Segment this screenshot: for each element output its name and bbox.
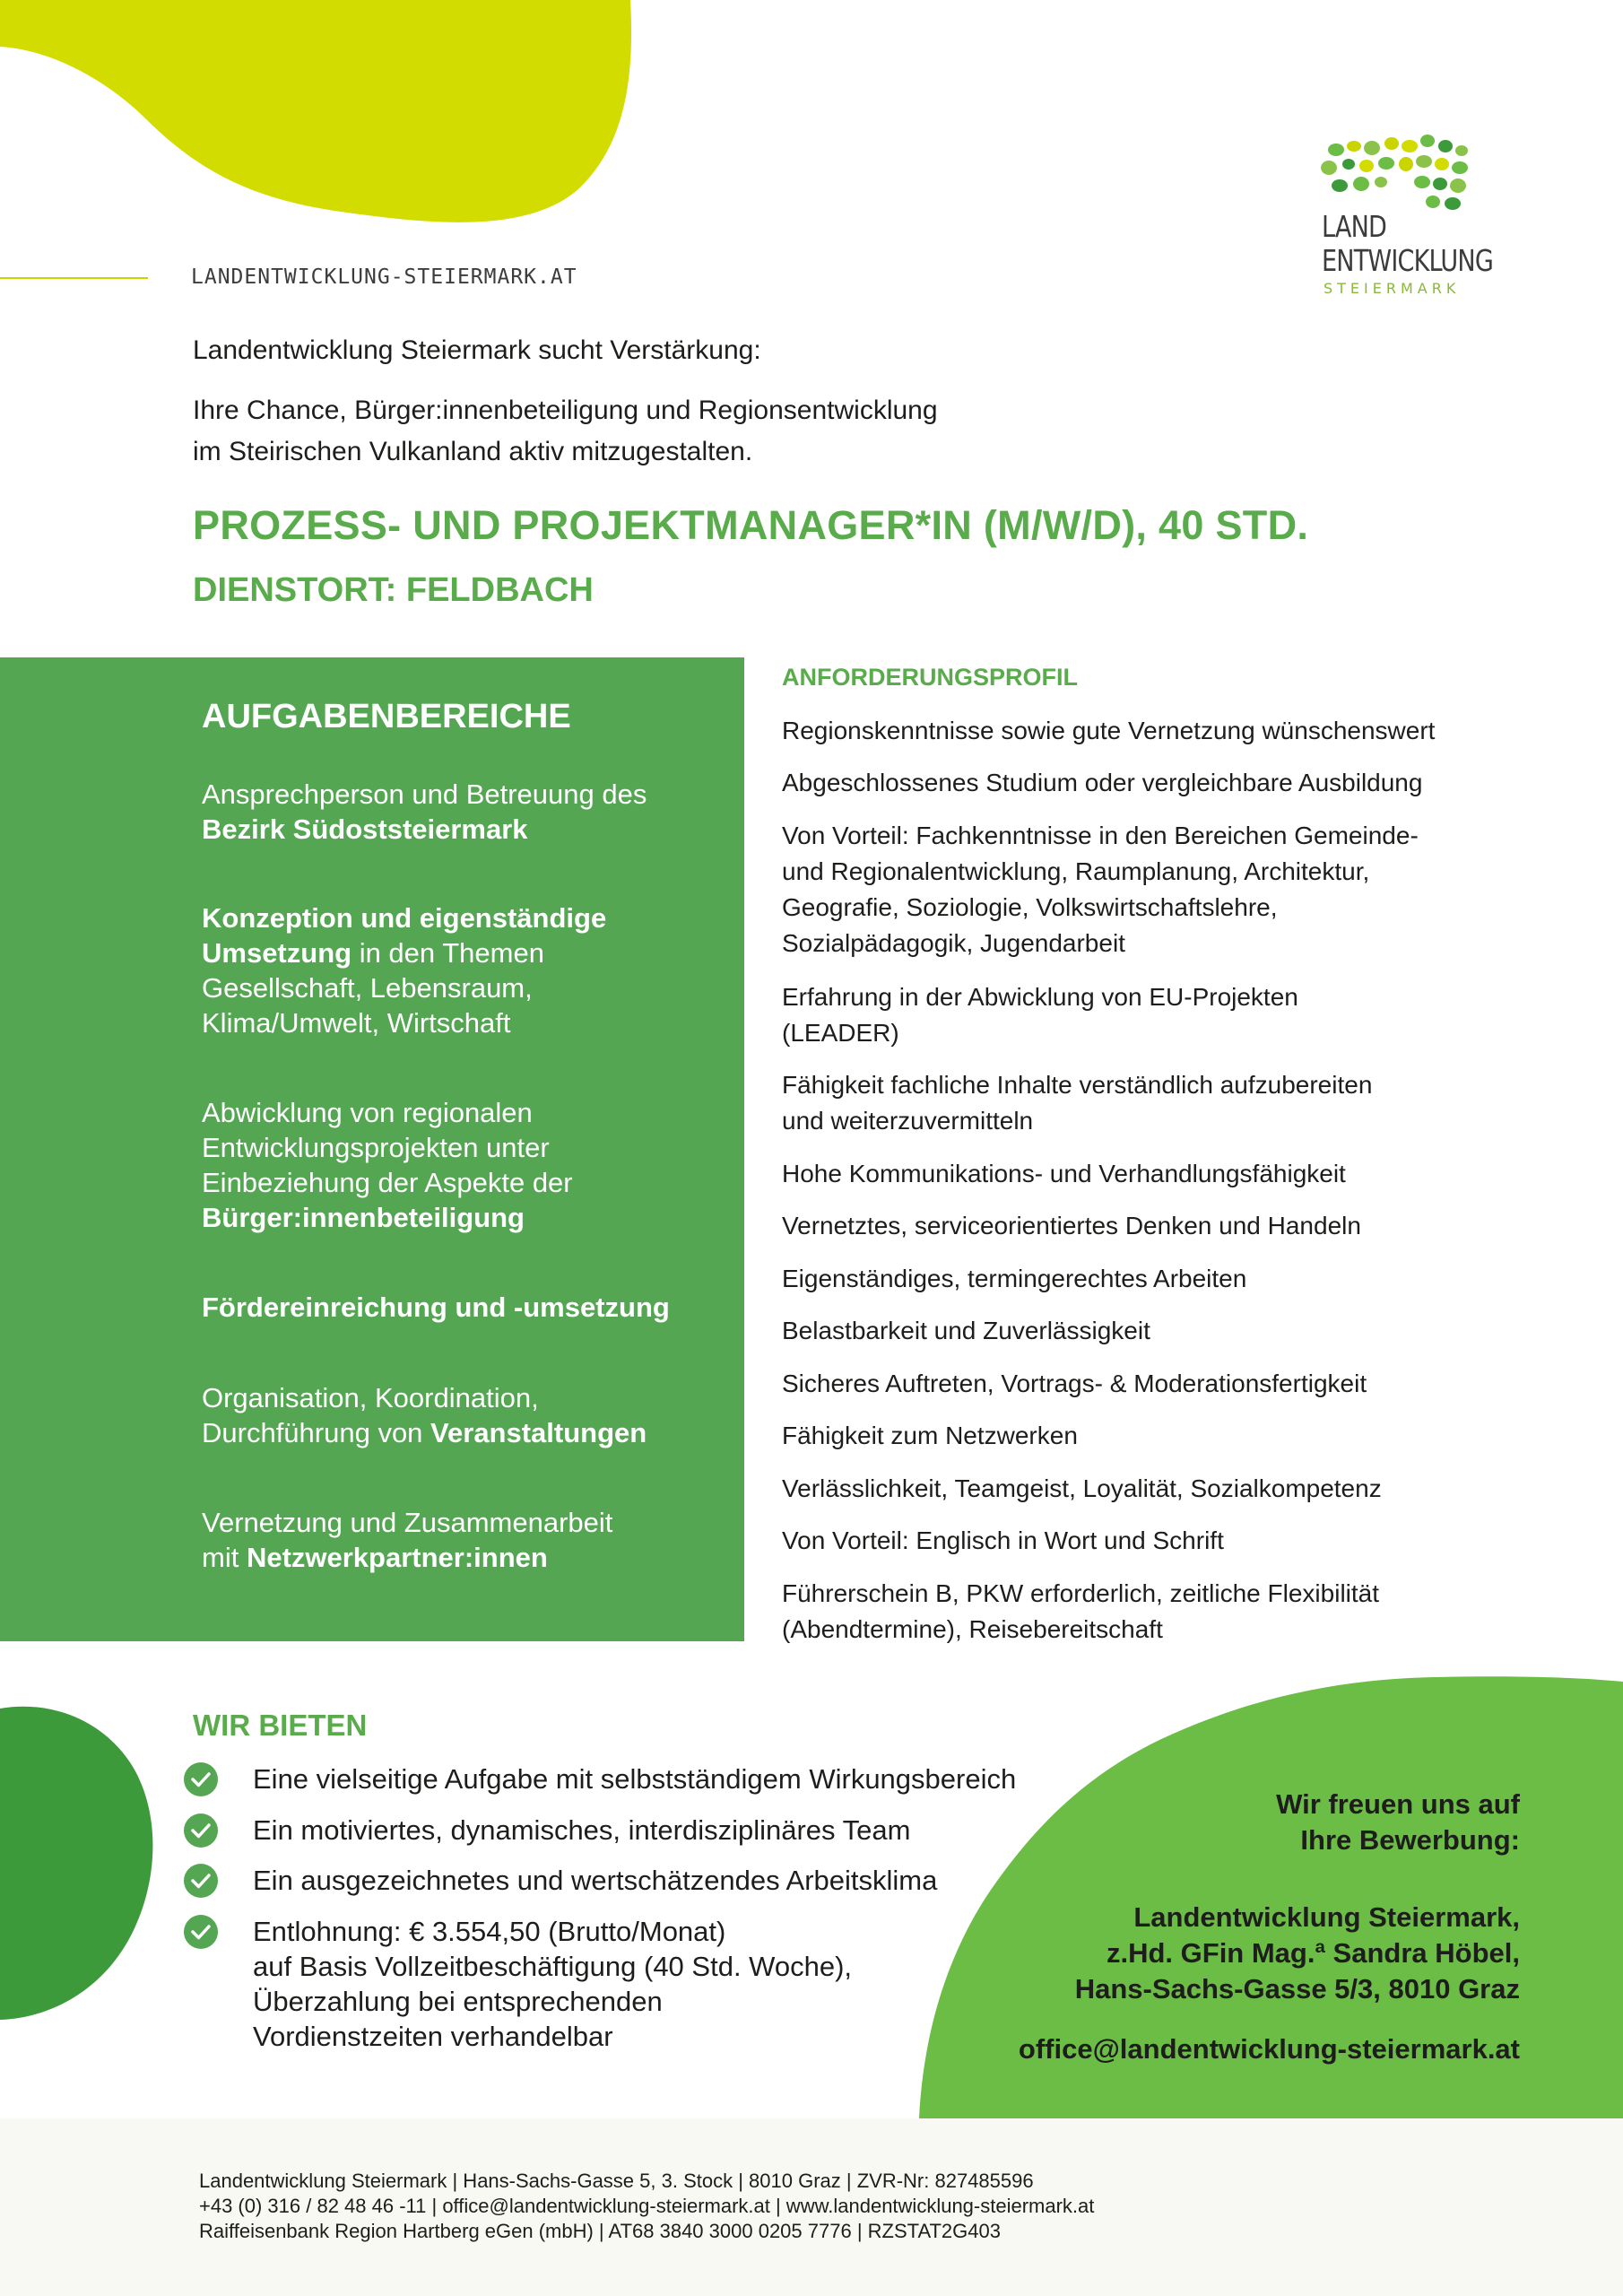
offer-item: Ein ausgezeichnetes und wertschätzendes Arbeitsklima: [253, 1865, 938, 1896]
contact-address: [1075, 1900, 1520, 2007]
task-text-bold: Konzeption und eigenständige: [202, 902, 607, 934]
task-text: Durchführung von: [202, 1417, 431, 1448]
requirement-line: (LEADER): [782, 1019, 899, 1047]
requirement-item: [782, 979, 1499, 1051]
offer-line: Entlohnung: € 3.554,50 (Brutto/Monat): [253, 1916, 726, 1947]
offer-item: Ein motiviertes, dynamisches, interdisziplinäres Team: [253, 1814, 911, 1846]
check-icon: [183, 1761, 219, 1797]
task-item: [202, 1290, 740, 1325]
task-text-bold: Veranstaltungen: [430, 1417, 647, 1448]
task-text-bold: Umsetzung: [202, 937, 352, 969]
requirement-item: Sicheres Auftreten, Vortrags- & Moderationsfertigkeit: [782, 1370, 1367, 1397]
intro-line-2: Ihre Chance, Bürger:innenbeteiligung und Regionsentwicklung: [193, 396, 938, 425]
contact-email-link[interactable]: office@landentwicklung-steiermark.at: [1018, 2033, 1520, 2065]
requirement-line: Von Vorteil: Fachkenntnisse in den Bereichen Gemeinde-: [782, 822, 1419, 849]
contact-line: Landentwicklung Steiermark,: [1133, 1901, 1520, 1933]
task-item: [202, 1505, 740, 1575]
logo-text-steiermark: STEIERMARK: [1324, 280, 1461, 297]
requirement-line: Geografie, Soziologie, Volkswirtschaftslehre,: [782, 893, 1278, 921]
task-text: Vernetzung und Zusammenarbeit: [202, 1507, 613, 1538]
offer-line: Überzahlung bei entsprechenden: [253, 1986, 663, 2017]
requirement-item: [782, 1067, 1499, 1139]
task-text: Ansprechperson und Betreuung des: [202, 778, 647, 810]
contact-line: Ihre Bewerbung:: [1300, 1824, 1520, 1856]
tasks-title: AUFGABENBEREICHE: [202, 698, 571, 735]
requirement-item: Verlässlichkeit, Teamgeist, Loyalität, Sozialkompetenz: [782, 1474, 1382, 1502]
logo-text-land: LAND: [1322, 209, 1387, 244]
check-icon: [183, 1863, 219, 1899]
task-text-bold: Netzwerkpartner:innen: [246, 1542, 548, 1573]
task-item: [202, 777, 740, 847]
task-text: Entwicklungsprojekten unter: [202, 1132, 550, 1163]
logo-dots-icon: [1309, 130, 1488, 220]
check-icon: [183, 1914, 219, 1950]
requirement-line: Führerschein B, PKW erforderlich, zeitliche Flexibilität: [782, 1579, 1380, 1607]
requirement-item: Hohe Kommunikations- und Verhandlungsfähigkeit: [782, 1160, 1346, 1187]
requirement-item: Belastbarkeit und Zuverlässigkeit: [782, 1317, 1150, 1344]
footer-line-address: Landentwicklung Steiermark | Hans-Sachs-Gasse 5, 3. Stock | 8010 Graz | ZVR-Nr: 827485596: [199, 2170, 1034, 2192]
footer-line-contact: +43 (0) 316 / 82 48 46 -11 | office@landentwicklung-steiermark.at | www.landentwicklung-steiermark.at: [199, 2195, 1095, 2217]
requirement-item: Fähigkeit zum Netzwerken: [782, 1422, 1078, 1449]
contact-line: Wir freuen uns auf: [1276, 1788, 1520, 1820]
task-text: Einbeziehung der Aspekte der: [202, 1167, 573, 1198]
task-text: mit: [202, 1542, 247, 1573]
task-text-bold: Bürger:innenbeteiligung: [202, 1202, 525, 1233]
requirement-line: Sozialpädagogik, Jugendarbeit: [782, 929, 1125, 957]
requirement-item: Eigenständiges, termingerechtes Arbeiten: [782, 1265, 1247, 1292]
requirement-line: Fähigkeit fachliche Inhalte verständlich aufzubereiten: [782, 1071, 1373, 1099]
requirement-item: Vernetztes, serviceorientiertes Denken und Handeln: [782, 1212, 1361, 1239]
intro-line-1: Landentwicklung Steiermark sucht Verstärkung:: [193, 335, 761, 365]
intro-line-3: im Steirischen Vulkanland aktiv mitzugestalten.: [193, 437, 753, 466]
contact-line: z.Hd. GFin Mag.ª Sandra Höbel,: [1106, 1937, 1520, 1969]
task-text: Klima/Umwelt, Wirtschaft: [202, 1007, 511, 1039]
job-location: DIENSTORT: FELDBACH: [193, 571, 594, 609]
requirement-item: Regionskenntnisse sowie gute Vernetzung wünschenswert: [782, 717, 1436, 744]
requirement-item: Von Vorteil: Englisch in Wort und Schrift: [782, 1526, 1224, 1554]
brand-logo: [1309, 130, 1493, 309]
contact-greeting: [1276, 1787, 1520, 1858]
offer-line: Vordienstzeiten verhandelbar: [253, 2021, 613, 2052]
header-rule: [0, 277, 148, 279]
offer-item: [253, 1914, 852, 2054]
requirement-line: Erfahrung in der Abwicklung von EU-Projekten: [782, 983, 1298, 1011]
requirement-item: [782, 1576, 1499, 1648]
offer-line: auf Basis Vollzeitbeschäftigung (40 Std. Woche),: [253, 1951, 853, 1982]
footer-line-bank: Raiffeisenbank Region Hartberg eGen (mbH) | AT68 3840 3000 0205 7776 | RZSTAT2G403: [199, 2220, 1001, 2242]
requirement-line: und Regionalentwicklung, Raumplanung, Architektur,: [782, 857, 1370, 885]
check-icon: [183, 1813, 219, 1848]
task-text: Abwicklung von regionalen: [202, 1097, 533, 1128]
job-title: PROZESS- UND PROJEKTMANAGER*IN (M/W/D), 40 STD.: [193, 502, 1309, 548]
offer-item: Eine vielseitige Aufgabe mit selbstständigem Wirkungsbereich: [253, 1763, 1017, 1795]
offer-title: WIR BIETEN: [193, 1709, 368, 1742]
contact-line: Hans-Sachs-Gasse 5/3, 8010 Graz: [1074, 1973, 1520, 2005]
requirement-line: und weiterzuvermitteln: [782, 1107, 1034, 1135]
task-text: Gesellschaft, Lebensraum,: [202, 972, 533, 1004]
site-url: LANDENTWICKLUNG-STEIERMARK.AT: [191, 265, 577, 289]
task-text: in den Themen: [352, 937, 544, 969]
logo-text-entwicklung: ENTWICKLUNG: [1322, 243, 1493, 278]
task-item: [202, 900, 740, 1040]
task-text-bold: Bezirk Südoststeiermark: [202, 813, 528, 845]
requirement-item: Abgeschlossenes Studium oder vergleichbare Ausbildung: [782, 769, 1423, 796]
requirement-item: [782, 818, 1499, 961]
task-text: Organisation, Koordination,: [202, 1382, 539, 1413]
requirement-line: (Abendtermine), Reisebereitschaft: [782, 1615, 1163, 1643]
task-text-bold: Fördereinreichung und -umsetzung: [202, 1292, 670, 1323]
task-item: [202, 1380, 740, 1450]
task-item: [202, 1095, 740, 1235]
requirements-title: ANFORDERUNGSPROFIL: [782, 664, 1078, 691]
